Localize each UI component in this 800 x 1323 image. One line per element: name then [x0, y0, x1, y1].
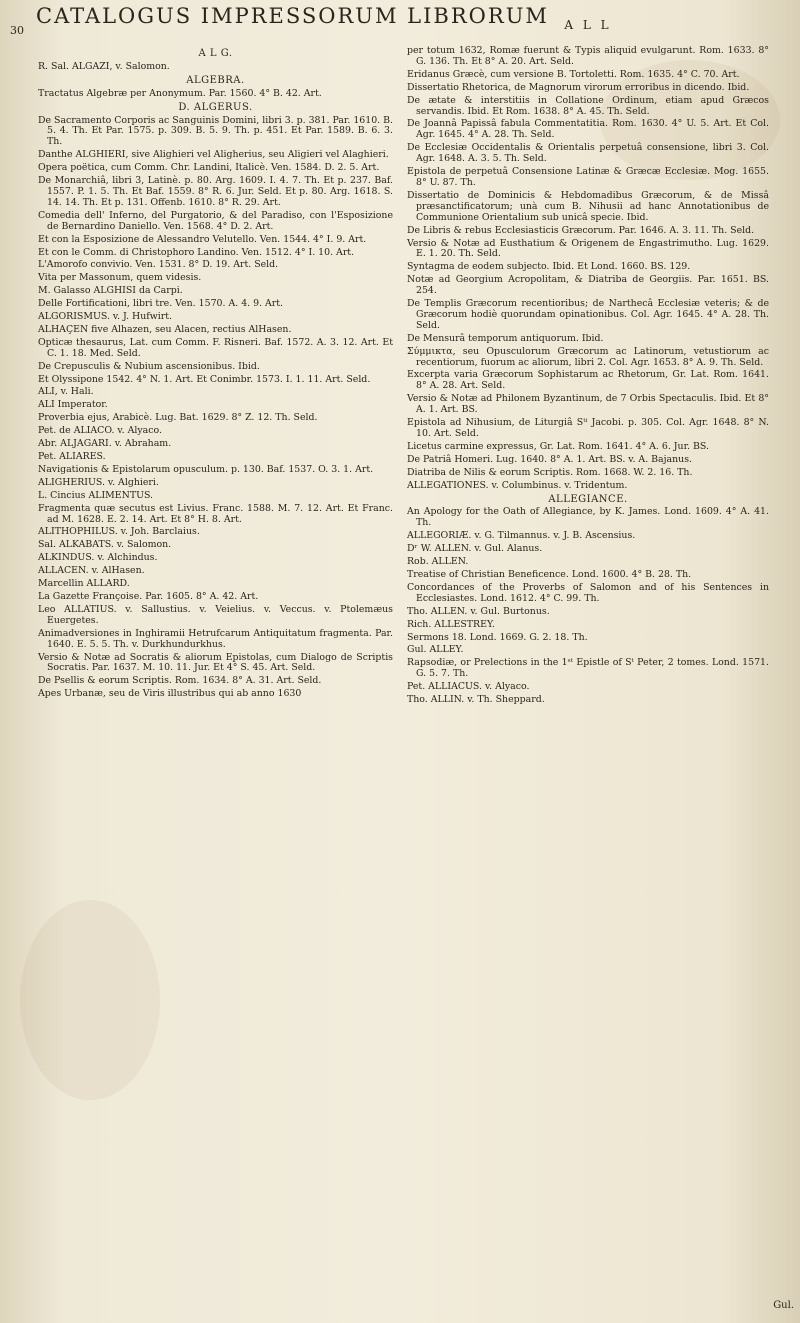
catalogue-heading: ALGEBRA.	[186, 74, 245, 86]
catalogue-entry: Dʳ W. ALLEN. v. Gul. Alanus.	[407, 543, 543, 555]
catalogue-entry: Comedia dell' Inferno, del Purgatorio, & del Paradiso, con l'Esposizione de Bernardino Daniello. Ven. 1568. 4° D. 2. Art.	[38, 209, 393, 232]
catalogue-entry: per totum 1632, Romæ fuerunt & Typis aliquid evulgarunt. Rom. 1633. 8° G. 136. Th. Et 8° A. 20. Art. Seld.	[407, 45, 769, 67]
catalogue-entry: ALI, v. Hali.	[38, 386, 94, 398]
catalogue-entry: Pet. ALLIACUS. v. Alyaco.	[407, 681, 530, 693]
right-column	[407, 18, 769, 708]
catalogue-entry: Delle Fortificationi, libri tre. Ven. 1570. A. 4. 9. Art.	[38, 298, 284, 310]
running-title: CATALOGUS IMPRESSORUM LIBRORUM	[36, 4, 549, 28]
catalogue-entry: Diatriba de Nilis & eorum Scriptis. Rom. 1668. W. 2. 16. Th.	[407, 466, 693, 478]
catalogue-entry: Versio & Notæ ad Socratis & aliorum Epistolas, cum Dialogo de Scriptis Socratis. Par. 1637. M. 10. 11. Jur. Et 4° S. 45. Art. Seld.	[38, 651, 393, 674]
catalogue-entry: Abr. ALJAGARI. v. Abraham.	[38, 438, 172, 450]
left-column	[38, 46, 393, 702]
catalogue-entry: De Templis Græcorum recentioribus; de Narthecâ Ecclesiæ veteris; & de Græcorum hodiè quorundam opinationibus. Col. Agr. 1645. 4° A. 28. Th. Seld.	[407, 298, 769, 331]
catalogue-entry: An Apology for the Oath of Allegiance, by K. James. Lond. 1609. 4° A. 41. Th.	[407, 506, 769, 529]
catalogue-entry: ALHAÇEN five Alhazen, seu Alacen, rectius AlHasen.	[38, 323, 292, 335]
catalogue-entry: De Monarchiâ, libri 3, Latinè. p. 80. Arg. 1609. I. 4. 7. Th. Et p. 237. Baf. 1557. P. 1. 5. Th. Et Baf. 1559. 8° R. 6. Jur. Seld. Et p. 80. Arg. 1618. S. 14. 14. Th. Et p. 131. Offenb. 1610. 8° R. 29. Art.	[38, 175, 393, 208]
catalogue-entry: Versio & Notæ ad Eusthatium & Origenem de Engastrimutho. Lug. 1629. E. 1. 20. Th. Seld.	[407, 237, 769, 260]
catalogue-entry: Sermons 18. Lond. 1669. G. 2. 18. Th.	[407, 631, 588, 643]
catalogue-entry: Navigationis & Epistolarum opusculum. p. 130. Baf. 1537. O. 3. 1. Art.	[38, 463, 374, 475]
catalogue-entry: Fragmenta quæ secutus est Livius. Franc. 1588. M. 7. 12. Art. Et Franc. ad M. 1628. E. 2. 14. Art. Et 8° H. 8. Art.	[38, 502, 393, 525]
catalogue-entry: Rob. ALLEN.	[407, 556, 469, 568]
catalogue-entry: Gul. ALLEY.	[407, 644, 464, 656]
catalogue-entry: Animadversiones in Inghiramii Hetrufcarum Antiquitatum fragmenta. Par. 1640. E. 5. 5. Th. v. Durkhundurkhus.	[38, 627, 393, 650]
catalogue-entry: Tho. ALLEN. v. Gul. Burtonus.	[407, 605, 550, 617]
catalogue-entry: Licetus carmine expressus, Gr. Lat. Rom. 1641. 4° A. 6. Jur. BS.	[407, 440, 709, 452]
catalogue-entry: Proverbia ejus, Arabicè. Lug. Bat. 1629. 8° Z. 12. Th. Seld.	[38, 412, 318, 424]
catalogue-entry: L'Amorofo convivio. Ven. 1531. 8° D. 19. Art. Seld.	[38, 259, 279, 271]
catalogue-entry: De Mensurâ temporum antiquorum. Ibid.	[407, 332, 604, 344]
catalogue-entry: De Crepusculis & Nubium ascensionibus. Ibid.	[38, 360, 260, 372]
catalogue-entry: Leo ALLATIUS. v. Sallustius. v. Veielius. v. Veccus. v. Ptolemæus Euergetes.	[38, 603, 393, 626]
catalogue-heading: A L G.	[198, 48, 233, 59]
catalogue-entry: Notæ ad Georgium Acropolitam, & Diatriba de Georgiis. Par. 1651. BS. 254.	[407, 274, 769, 297]
catalogue-entry: Excerpta varia Græcorum Sophistarum ac Rhetorum, Gr. Lat. Rom. 1641. 8° A. 28. Art. Seld.	[407, 369, 769, 392]
catalogue-entry: Pet. ALIARES.	[38, 451, 106, 462]
catalogue-entry: ALLACEN. v. AlHasen.	[38, 565, 145, 577]
catalogue-entry: Versio & Notæ ad Philonem Byzantinum, de 7 Orbis Spectaculis. Ibid. Et 8° A. 1. Art. BS.	[407, 393, 769, 416]
catalogue-entry: Tho. ALLIN. v. Th. Sheppard.	[407, 694, 545, 706]
paper-stain	[20, 900, 160, 1100]
catalogue-entry: De Ecclesiæ Occidentalis & Orientalis perpetuâ consensione, libri 3. Col. Agr. 1648. A. 3. 5. Th. Seld.	[407, 142, 769, 165]
catalogue-entry: Et con la Esposizione de Alessandro Velutello. Ven. 1544. 4° I. 9. Art.	[38, 233, 367, 245]
catalogue-entry: Eridanus Græcè, cum versione B. Tortoletti. Rom. 1635. 4° C. 70. Art.	[407, 68, 740, 80]
catalogue-entry: Pet. de ALIACO. v. Alyaco.	[38, 425, 162, 437]
page-number: 30	[10, 24, 24, 37]
catalogue-entry: Et Olyssipone 1542. 4° N. 1. Art. Et Conimbr. 1573. I. 1. 11. Art. Seld.	[38, 373, 371, 385]
catalogue-entry: Opera poëtica, cum Comm. Chr. Landini, Italicè. Ven. 1584. D. 2. 5. Art.	[38, 162, 380, 174]
catalogue-entry: Treatise of Christian Beneficence. Lond. 1600. 4° B. 28. Th.	[407, 568, 692, 580]
catalogue-entry: Rapsodiæ, or Prelections in the 1ˢᵗ Epistle of Sᵗ Peter, 2 tomes. Lond. 1571. G. 5. 7. Th.	[407, 657, 769, 680]
catalogue-entry: ALI Imperator.	[38, 399, 108, 411]
catalogue-entry: ALLEGATIONES. v. Columbinus. v. Tridentum.	[407, 479, 628, 491]
catalogue-entry: De Sacramento Corporis ac Sanguinis Domini, libri 3. p. 381. Par. 1610. B. 5. 4. Th. Et Par. 1575. p. 309. B. 5. 9. Th. p. 451. Et Par. 1589. B. 6. 3. Th.	[38, 114, 394, 148]
catalogue-entry: ALKINDUS. v. Alchindus.	[38, 552, 158, 564]
catalogue-entry: Marcellin ALLARD.	[38, 578, 130, 590]
catalogue-entry: Apes Urbanæ, seu de Viris illustribus qui ab anno 1630	[38, 688, 302, 700]
catalogue-entry: R. Sal. ALGAZI, v. Salomon.	[38, 60, 170, 72]
catalogue-entry: Epistola ad Nihusium, de Liturgiâ Sᵗⁱ Jacobi. p. 305. Col. Agr. 1648. 8° N. 10. Art. Seld.	[407, 417, 769, 439]
catalogue-entry: Opticæ thesaurus, Lat. cum Comm. F. Risneri. Baf. 1572. A. 3. 12. Art. Et C. 1. 18. Med. Seld.	[38, 336, 393, 359]
catalogue-entry: L. Cincius ALIMENTUS.	[38, 489, 154, 501]
catalogue-entry: Vita per Massonum, quem videsis.	[38, 272, 202, 284]
column-head: A L L	[564, 18, 612, 32]
catalogue-entry: ALGORISMUS. v. J. Hufwirt.	[38, 311, 172, 323]
catalogue-entry: Rich. ALLESTREY.	[407, 618, 495, 630]
catalogue-entry: Σύμμικτα, seu Opusculorum Græcorum ac Latinorum, vetustiorum ac recentiorum, fuorum ac aliorum, libri 2. Col. Agr. 1653. 8° A. 9. Th. Seld.	[407, 345, 769, 368]
catalogue-entry: De Psellis & eorum Scriptis. Rom. 1634. 8° A. 31. Art. Seld.	[38, 675, 322, 687]
catalogue-entry: Epistola de perpetuâ Consensione Latinæ & Græcæ Ecclesiæ. Mog. 1655. 8° U. 87. Th.	[407, 166, 769, 188]
catalogue-entry: Dissertatio Rhetorica, de Magnorum virorum erroribus in dicendo. Ibid.	[407, 81, 750, 93]
catalogue-entry: M. Galasso ALGHISI da Carpi.	[38, 285, 183, 297]
catalogue-entry: Syntagma de eodem subjecto. Ibid. Et Lond. 1660. BS. 129.	[407, 261, 691, 273]
catalogue-entry: De Libris & rebus Ecclesiasticis Græcorum. Par. 1646. A. 3. 11. Th. Seld.	[407, 224, 755, 236]
catalogue-entry: De Patriâ Homeri. Lug. 1640. 8° A. 1. Art. BS. v. A. Bajanus.	[407, 453, 692, 465]
catalogue-entry: De ætate & interstitiis in Collatione Ordinum, etiam apud Græcos servandis. Ibid. Et Rom. 1638. 8° A. 45. Th. Seld.	[407, 94, 769, 117]
catalogue-entry: Dissertatio de Dominicis & Hebdomadibus Græcorum, & de Missâ præsanctificatorum; unà cum B. Nihusii ad hanc Annotationibus de Communione Orientalium sub unicâ specie. Ibid.	[407, 189, 769, 223]
catchword: Gul.	[773, 1300, 794, 1311]
catalogue-entry: Sal. ALKABATS. v. Salomon.	[38, 539, 172, 551]
catalogue-heading: D. ALGERUS.	[178, 101, 253, 113]
catalogue-entry: ALLEGORIÆ. v. G. Tilmannus. v. J. B. Ascensius.	[407, 530, 636, 542]
catalogue-entry: Et con le Comm. di Christophoro Landino. Ven. 1512. 4° I. 10. Art.	[38, 246, 355, 258]
catalogue-entry: De Joannâ Papissâ fabula Commentatitia. Rom. 1630. 4° U. 5. Art. Et Col. Agr. 1645. 4° A. 28. Th. Seld.	[407, 118, 769, 141]
catalogue-entry: ALITHOPHILUS. v. Joh. Barclaius.	[38, 526, 200, 538]
catalogue-entry: Tractatus Algebræ per Anonymum. Par. 1560. 4° B. 42. Art.	[38, 87, 322, 99]
catalogue-entry: Danthe ALGHIERI, sive Alighieri vel Aligherius, seu Aligieri vel Alaghieri.	[38, 149, 389, 161]
catalogue-entry: La Gazette Françoise. Par. 1605. 8° A. 42. Art.	[38, 590, 259, 602]
catalogue-heading: ALLEGIANCE.	[548, 493, 628, 505]
catalogue-entry: ALIGHERIUS. v. Alghieri.	[38, 476, 159, 488]
catalogue-entry: Concordances of the Proverbs of Salomon and of his Sentences in Ecclesiastes. Lond. 1612. 4° C. 99. Th.	[407, 581, 769, 604]
